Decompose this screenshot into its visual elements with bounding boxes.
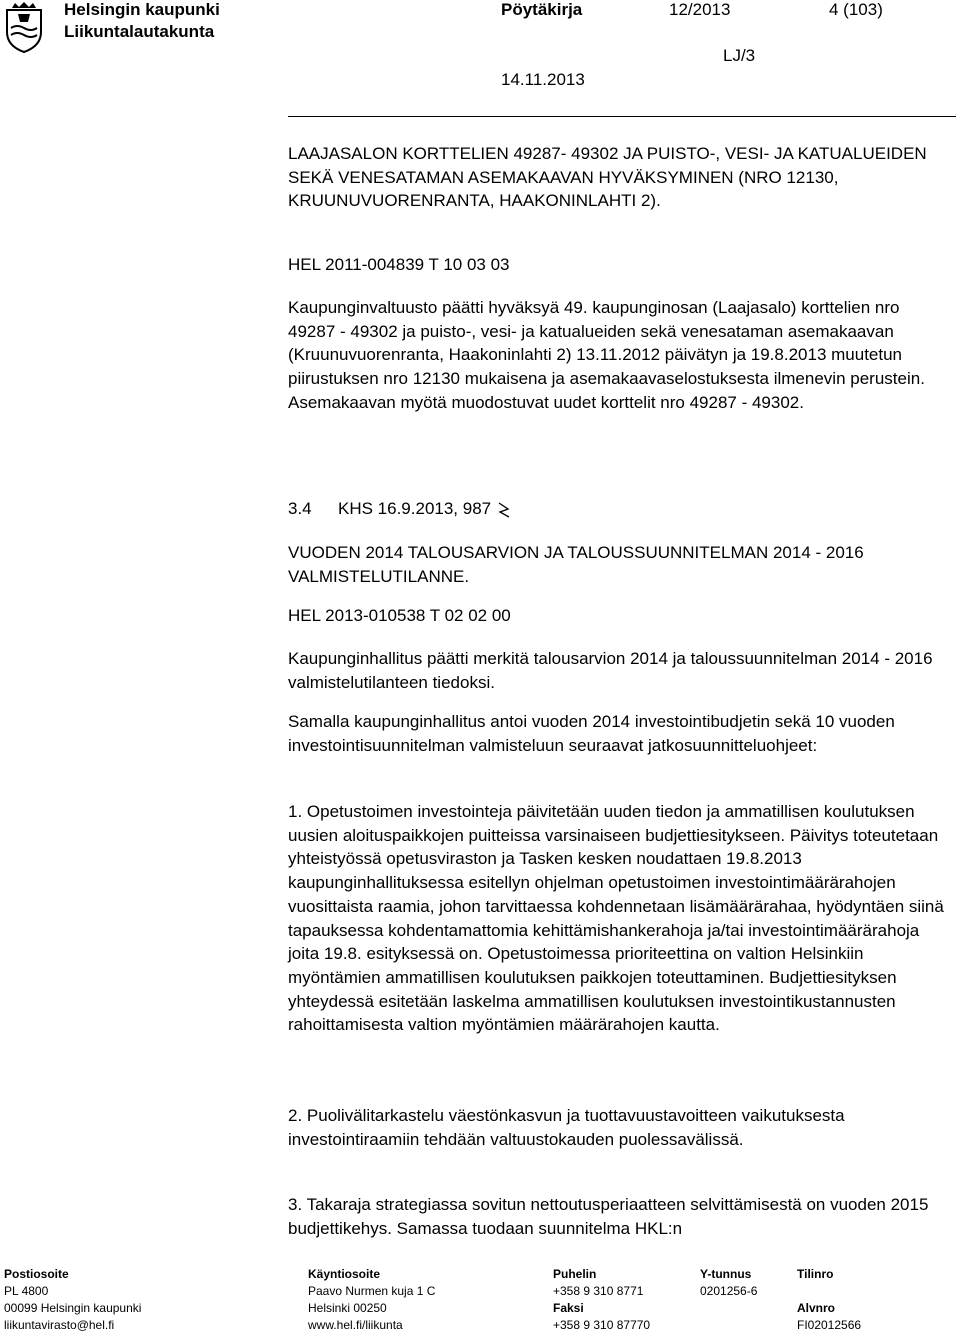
item2-list-item-2: 2. Puolivälitarkastelu väestönkasvun ja tuottavuustavoitteen vaikutuksesta investointiraamiin tehdään valtuustokauden puolessavälissä. xyxy=(288,1106,845,1149)
footer-account xyxy=(797,1266,861,1334)
item2-title: VUODEN 2014 TALOUSARVION JA TALOUSSUUNNITELMAN 2014 - 2016 VALMISTELUTILANNE. xyxy=(288,543,864,586)
footer-postal xyxy=(4,1266,141,1334)
footer-visit-city: Helsinki 00250 xyxy=(308,1301,387,1315)
footer-visit-street: Paavo Nurmen kuja 1 C xyxy=(308,1284,436,1298)
item2-list-item-3: 3. Takaraja strategiassa sovitun nettoutusperiaatteen selvittämisestä on vuoden 2015 budjettikehys. Samassa tuodaan suunnitelma HKL:n xyxy=(288,1195,929,1238)
organization-name: Helsingin kaupunki xyxy=(64,0,220,19)
item1-decision: Kaupunginvaltuusto päätti hyväksyä 49. kaupunginosan (Laajasalo) korttelien nro 49287 - 49302 ja puisto-, vesi- ja katualueiden sekä venesataman asemakaavan (Kruunuvuorenranta, Haakoninlahti 2) 13.11.2012 päivätyn ja 19.8.2013 muutetun piirustuksen nro 12130 mukaisena ja asemakaavaselostuksesta ilmenevin perustein. Asemakaavan myötä muodostuvat uudet korttelit nro 49287 - 49302. xyxy=(288,298,925,412)
footer-fax-number: +358 9 310 87770 xyxy=(553,1318,651,1332)
item2-paragraph-1: Kaupunginhallitus päätti merkitä talousarvion 2014 ja taloussuunnitelman 2014 - 2016 valmistelutilanteen tiedoksi. xyxy=(288,649,933,692)
footer-account-value xyxy=(797,1283,861,1300)
item2-paragraph-2: Samalla kaupunginhallitus antoi vuoden 2014 investointibudjetin sekä 10 vuoden investointisuunnitelman valmisteluun seuraavat jatkosuunnitteluohjeet: xyxy=(288,712,895,755)
footer-website: www.hel.fi/liikunta xyxy=(308,1318,403,1332)
footer-business-id-value: 0201256-6 xyxy=(700,1284,758,1298)
link-arrow-icon xyxy=(497,501,511,519)
footer-postal-label: Postiosoite xyxy=(4,1267,69,1281)
footer-vat-label: Alvnro xyxy=(797,1301,836,1315)
item2-number: 3.4 xyxy=(288,499,312,518)
footer-phone-number: +358 9 310 8771 xyxy=(553,1284,644,1298)
footer-vat-value: FI02012566 xyxy=(797,1318,862,1332)
footer-fax-label: Faksi xyxy=(553,1301,584,1315)
item1-title: LAAJASALON KORTTELIEN 49287- 49302 JA PUISTO-, VESI- JA KATUALUEIDEN SEKÄ VENESATAMAN ASEMAKAAVAN HYVÄKSYMINEN (NRO 12130, KRUUNUVUORENRANTA, HAAKONINLAHTI 2). xyxy=(288,144,927,211)
meeting-date: 14.11.2013 xyxy=(501,70,585,89)
document-type: Pöytäkirja xyxy=(501,0,583,19)
item2-ref-text: KHS 16.9.2013, 987 xyxy=(338,499,492,518)
page-number: 4 (103) xyxy=(829,0,883,19)
footer-visit-label: Käyntiosoite xyxy=(308,1267,381,1281)
item2-list-item-1: 1. Opetustoimen investointeja päivitetään uuden tiedon ja ammatillisen koulutuksen uusien aloituspaikkojen puitteissa varsinaiseen budjettiesitykseen. Päivitys toteutetaan yhteistyössä opetusviraston ja Tasken kesken noudattaen 19.8.2013 kaupunginhallituksessa esitellyn ohjelman opetustoimen investointimäärärahojen vuosittaista raamia, johon tarvittaessa kohdennetaan lisämäärärahaa, hyödyntäen siinä tapauksessa kohdentamattomia kehittämishankerahoja ja/tai investointimäärärahoja joita 19.8. esityksessä on. Opetustoimessa prioriteettina on valtion Helsinkiin myöntämien ammatillisen koulutuksen paikkojen toteuttaminen. Budjettiesityksen yhteydessä esitetään laskelma ammatillisen koulutuksen investointikustannusten rahoittamisesta valtion myöntämien määrärahojen kautta. xyxy=(288,802,944,1035)
footer-business-id xyxy=(700,1266,757,1300)
footer-visit xyxy=(308,1266,435,1334)
board-name: Liikuntalautakunta xyxy=(64,22,215,41)
section-code: LJ/3 xyxy=(723,46,756,65)
item1-reference: HEL 2011-004839 T 10 03 03 xyxy=(288,255,510,274)
header-divider xyxy=(288,116,956,117)
helsinki-crest-icon xyxy=(4,2,44,54)
footer-business-id-label: Y-tunnus xyxy=(700,1267,752,1281)
footer-phone xyxy=(553,1266,650,1334)
item2-ref-line xyxy=(338,497,511,520)
issue-number: 12/2013 xyxy=(669,0,731,19)
item2-reference: HEL 2013-010538 T 02 02 00 xyxy=(288,606,511,625)
footer-phone-label: Puhelin xyxy=(553,1267,597,1281)
footer-postal-city: 00099 Helsingin kaupunki xyxy=(4,1301,142,1315)
footer-account-label: Tilinro xyxy=(797,1267,834,1281)
footer-email: liikuntavirasto@hel.fi xyxy=(4,1318,115,1332)
footer-postal-box: PL 4800 xyxy=(4,1284,49,1298)
